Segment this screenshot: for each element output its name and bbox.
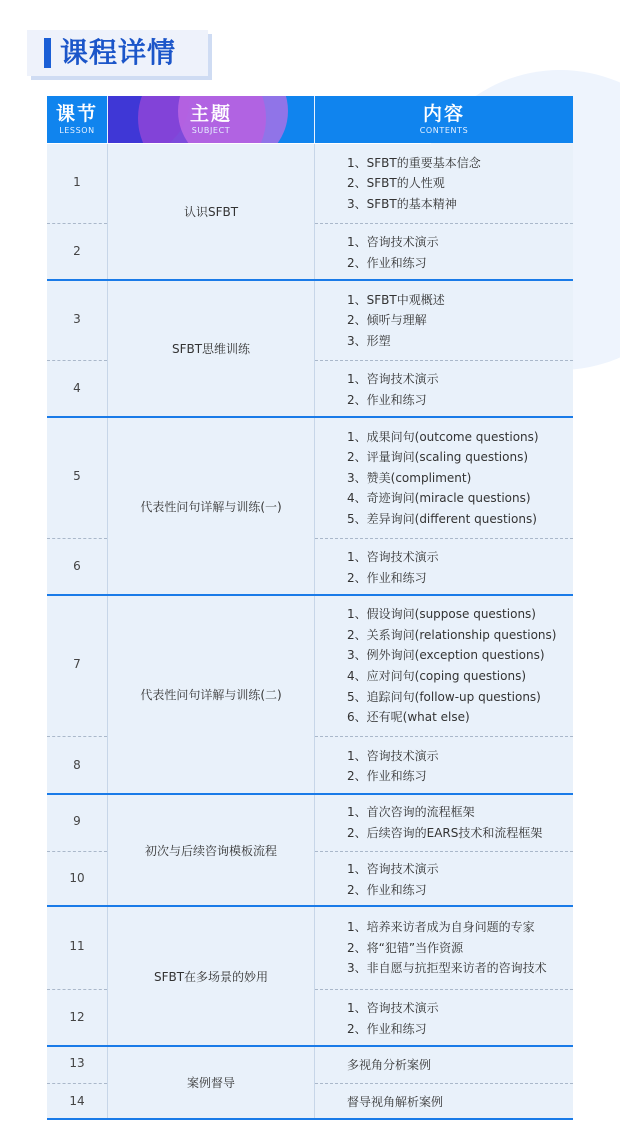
contents-row [315, 1047, 573, 1083]
lesson-number: 14 [69, 1093, 85, 1108]
lesson-group [47, 596, 573, 795]
lesson-column [47, 907, 107, 1045]
content-item: 1、咨询技术演示 [347, 235, 439, 250]
header-contents-en: CONTENTS [419, 126, 469, 135]
lesson-number: 2 [73, 244, 81, 258]
header-subject [108, 96, 314, 143]
contents-row [315, 1083, 573, 1121]
subject-cell: 认识SFBT [107, 144, 315, 279]
content-items [347, 427, 539, 530]
lesson-group [47, 907, 573, 1047]
content-item: 1、培养来访者成为自身问题的专家 [347, 920, 535, 935]
content-item: 2、作业和练习 [347, 392, 427, 407]
contents-row [315, 418, 573, 538]
subject-cell: 案例督导 [107, 1047, 315, 1118]
contents-column [315, 596, 573, 793]
lesson-number: 3 [73, 311, 81, 326]
lesson-group [47, 281, 573, 418]
lesson-row [47, 538, 107, 597]
lesson-row [47, 1083, 107, 1121]
content-item: 督导视角解析案例 [347, 1095, 444, 1110]
lesson-group [47, 144, 573, 281]
content-item: 2、作业和练习 [347, 882, 427, 897]
lesson-number: 11 [69, 939, 85, 953]
contents-column [315, 144, 573, 279]
contents-row [315, 907, 573, 989]
contents-column [315, 907, 573, 1045]
lesson-column [47, 596, 107, 793]
contents-row [315, 281, 573, 360]
lesson-column [47, 795, 107, 905]
subject-cell: 初次与后续咨询模板流程 [107, 795, 315, 905]
lesson-column [47, 144, 107, 279]
content-item: 1、咨询技术演示 [347, 550, 439, 565]
contents-row [315, 144, 573, 223]
content-item: 2、作业和练习 [347, 1021, 427, 1036]
content-item: 2、关系询问(relationship questions) [347, 627, 557, 642]
subject-cell: SFBT在多场景的妙用 [107, 907, 315, 1045]
lesson-row [47, 851, 107, 908]
content-item: 1、SFBT中观概述 [347, 292, 445, 307]
lesson-row [47, 418, 107, 538]
contents-row [315, 851, 573, 908]
content-item: 6、还有呢(what else) [347, 710, 470, 725]
lesson-number: 9 [73, 814, 81, 828]
content-items [347, 547, 439, 588]
lesson-row [47, 281, 107, 360]
section-title-box [27, 30, 208, 76]
lesson-row [47, 989, 107, 1048]
lesson-column [47, 1047, 107, 1118]
lesson-number: 6 [73, 559, 81, 573]
header-lesson-en: LESSON [59, 126, 95, 135]
lesson-row [47, 596, 107, 736]
content-item: 1、咨询技术演示 [347, 1001, 439, 1016]
content-items [347, 369, 439, 410]
content-item: 4、应对问句(coping questions) [347, 668, 527, 683]
course-table [47, 96, 573, 1118]
lesson-row [47, 907, 107, 989]
contents-column [315, 418, 573, 594]
content-item: 1、咨询技术演示 [347, 862, 439, 877]
lesson-group [47, 1047, 573, 1120]
content-items [347, 232, 439, 273]
header-lesson-label: 课节 [55, 103, 98, 125]
content-items [347, 746, 439, 787]
lesson-row [47, 144, 107, 223]
content-item: 5、差异询问(different questions) [347, 511, 537, 526]
header-subject-label: 主题 [189, 103, 232, 125]
content-item: 3、例外询问(exception questions) [347, 648, 545, 663]
content-item: 1、首次咨询的流程框架 [347, 805, 475, 820]
header-subject-en: SUBJECT [191, 126, 231, 135]
lesson-row [47, 795, 107, 851]
content-item: 3、赞美(compliment) [347, 470, 472, 485]
content-items [347, 998, 439, 1039]
header-contents [315, 96, 573, 143]
content-items [347, 604, 556, 728]
page-title: 课程详情 [60, 36, 177, 69]
lesson-number: 12 [69, 1010, 85, 1024]
contents-column [315, 795, 573, 905]
header-lesson [47, 96, 107, 143]
content-item: 3、非自愿与抗拒型来访者的咨询技术 [347, 961, 547, 976]
contents-column [315, 281, 573, 416]
lesson-column [47, 418, 107, 594]
content-items [347, 1055, 431, 1076]
lesson-row [47, 736, 107, 796]
content-items [347, 859, 439, 900]
content-item: 1、咨询技术演示 [347, 372, 439, 387]
content-items [347, 153, 481, 215]
lesson-group [47, 795, 573, 907]
lesson-number: 8 [73, 757, 81, 772]
lesson-column [47, 281, 107, 416]
content-item: 2、倾听与理解 [347, 313, 427, 328]
contents-row [315, 795, 573, 851]
content-item: 3、形塑 [347, 333, 391, 348]
header-contents-label: 内容 [422, 103, 465, 125]
subject-cell: SFBT思维训练 [107, 281, 315, 416]
content-item: 2、SFBT的人性观 [347, 176, 445, 191]
content-item: 2、将“犯错”当作资源 [347, 940, 464, 955]
contents-row [315, 596, 573, 736]
content-items [347, 917, 547, 979]
contents-row [315, 989, 573, 1048]
lesson-row [47, 223, 107, 282]
content-items [347, 1092, 443, 1113]
lesson-number: 5 [73, 469, 81, 483]
subject-cell: 代表性问句详解与训练(一) [107, 418, 315, 594]
content-item: 多视角分析案例 [347, 1057, 432, 1072]
content-item: 5、追踪问句(follow-up questions) [347, 689, 541, 704]
content-item: 1、成果问句(outcome questions) [347, 429, 539, 444]
content-item: 2、作业和练习 [347, 570, 427, 585]
lesson-row [47, 1047, 107, 1083]
lesson-number: 4 [73, 381, 81, 395]
content-item: 1、咨询技术演示 [347, 748, 439, 763]
content-item: 2、作业和练习 [347, 255, 427, 270]
content-item: 4、奇迹询问(miracle questions) [347, 491, 531, 506]
lesson-row [47, 360, 107, 419]
content-item: 3、SFBT的基本精神 [347, 196, 457, 211]
content-item: 2、后续咨询的EARS技术和流程框架 [347, 825, 543, 840]
contents-row [315, 538, 573, 597]
contents-column [315, 1047, 573, 1118]
lesson-number: 7 [73, 657, 81, 671]
lesson-group [47, 418, 573, 596]
content-item: 1、假设询问(suppose questions) [347, 607, 536, 622]
lesson-number: 1 [73, 174, 81, 189]
subject-cell: 代表性问句详解与训练(二) [107, 596, 315, 793]
contents-row [315, 736, 573, 796]
title-accent-bar [44, 38, 51, 68]
content-item: 2、评量询问(scaling questions) [347, 450, 529, 465]
content-items [347, 290, 445, 352]
contents-row [315, 360, 573, 419]
lesson-number: 13 [69, 1056, 85, 1070]
lesson-number: 10 [69, 871, 85, 885]
content-item: 2、作业和练习 [347, 769, 427, 784]
content-items [347, 802, 542, 843]
content-item: 1、SFBT的重要基本信念 [347, 155, 481, 170]
contents-row [315, 223, 573, 282]
